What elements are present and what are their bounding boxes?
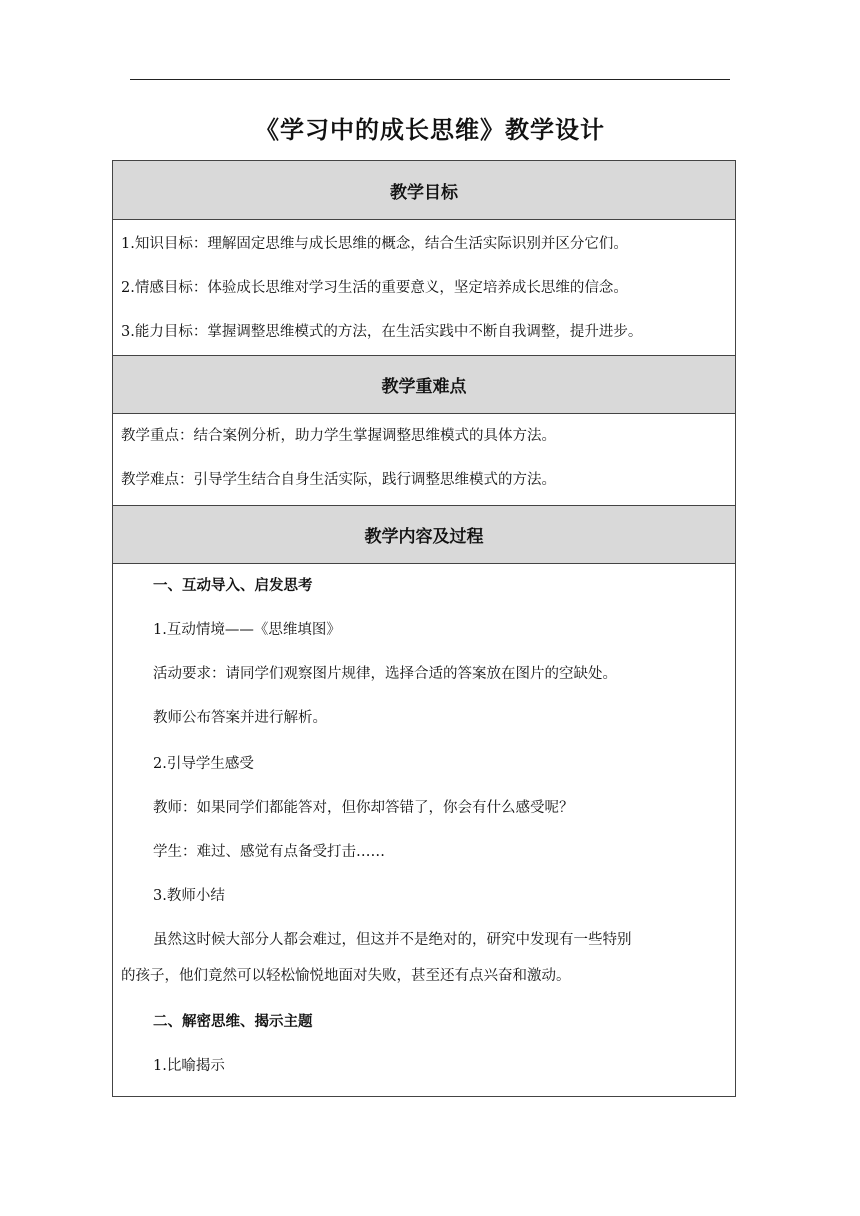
process-line: 2.引导学生感受 bbox=[153, 756, 254, 772]
keypoints-body bbox=[113, 414, 735, 506]
process-header: 教学内容及过程 bbox=[113, 506, 735, 564]
process-heading: 二、解密思维、揭示主题 bbox=[153, 1014, 313, 1030]
keypoint-item: 教学难点：引导学生结合自身生活实际，践行调整思维模式的方法。 bbox=[121, 472, 556, 488]
process-heading: 一、互动导入、启发思考 bbox=[153, 578, 313, 594]
process-body bbox=[113, 564, 735, 1096]
goals-header: 教学目标 bbox=[113, 161, 735, 220]
goal-item: 3.能力目标：掌握调整思维模式的方法，在生活实践中不断自我调整，提升进步。 bbox=[121, 324, 643, 340]
process-line: 3.教师小结 bbox=[153, 888, 225, 904]
keypoints-header: 教学重难点 bbox=[113, 356, 735, 414]
process-line: 教师公布答案并进行解析。 bbox=[153, 710, 327, 726]
keypoint-item: 教学重点：结合案例分析，助力学生掌握调整思维模式的具体方法。 bbox=[121, 428, 556, 444]
document-title: 《学习中的成长思维》教学设计 bbox=[255, 116, 605, 144]
goals-body bbox=[113, 220, 735, 356]
goal-item: 2.情感目标：体验成长思维对学习生活的重要意义，坚定培养成长思维的信念。 bbox=[121, 280, 628, 296]
process-line: 1.比喻揭示 bbox=[153, 1058, 225, 1074]
header-rule bbox=[130, 79, 730, 80]
lesson-plan-table bbox=[112, 160, 736, 1097]
process-line: 的孩子，他们竟然可以轻松愉悦地面对失败，甚至还有点兴奋和激动。 bbox=[121, 968, 571, 984]
process-line: 教师：如果同学们都能答对，但你却答错了，你会有什么感受呢？ bbox=[153, 800, 574, 816]
goal-item: 1.知识目标：理解固定思维与成长思维的概念，结合生活实际识别并区分它们。 bbox=[121, 236, 628, 252]
process-line: 虽然这时候大部分人都会难过，但这并不是绝对的，研究中发现有一些特别 bbox=[153, 932, 632, 948]
process-line: 学生：难过、感觉有点备受打击…… bbox=[153, 844, 385, 860]
process-line: 活动要求：请同学们观察图片规律，选择合适的答案放在图片的空缺处。 bbox=[153, 666, 617, 682]
process-line: 1.互动情境——《思维填图》 bbox=[153, 622, 341, 638]
